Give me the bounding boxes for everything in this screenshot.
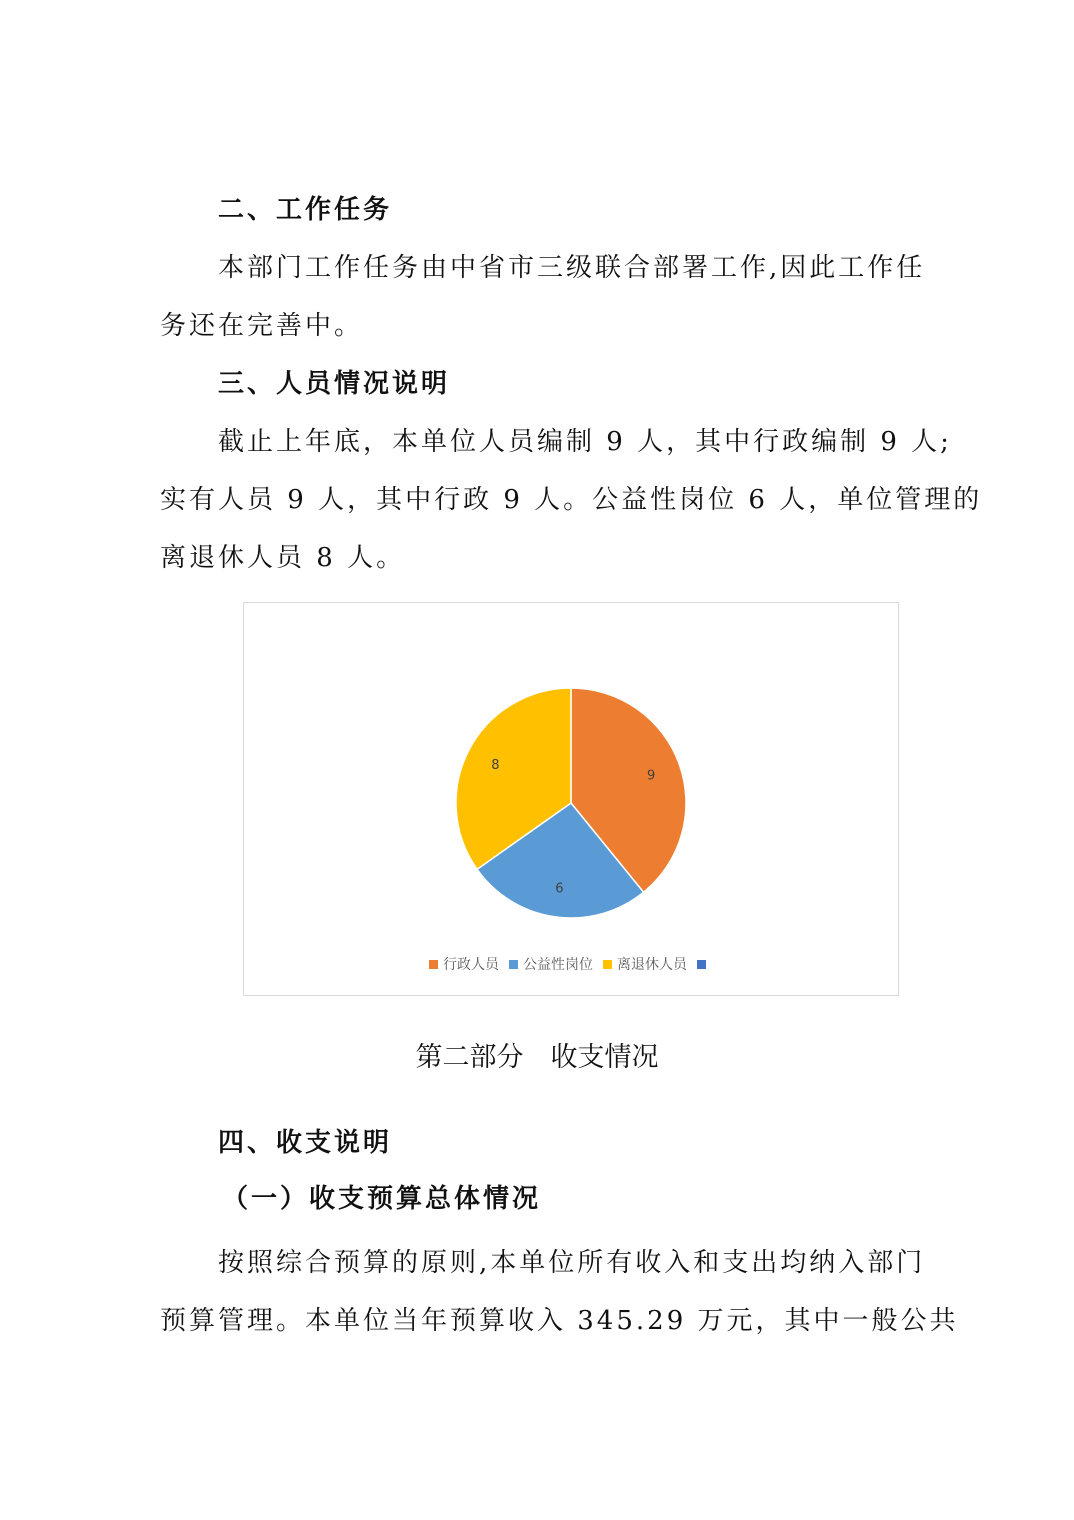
part-two-title: 第二部分 收支情况 (415, 1042, 659, 1073)
pie-data-label: 8 (491, 757, 500, 773)
pie-data-label: 6 (555, 881, 564, 897)
section-heading-work-tasks: 二、工作任务 (218, 195, 393, 225)
paragraph-line: 截止上年底，本单位人员编制 9 人，其中行政编制 9 人; (218, 427, 952, 457)
legend-swatch (697, 960, 706, 969)
paragraph-line: 预算管理。本单位当年预算收入 345.29 万元，其中一般公共 (160, 1306, 959, 1336)
paragraph-line: 实有人员 9 人，其中行政 9 人。公益性岗位 6 人，单位管理的 (160, 485, 983, 515)
legend-swatch (603, 960, 612, 969)
legend-swatch (429, 960, 438, 969)
paragraph-line: 本部门工作任务由中省市三级联合部署工作,因此工作任 (218, 253, 926, 283)
legend-label: 离退休人员 (617, 957, 687, 973)
legend-swatch (509, 960, 518, 969)
paragraph-line: 按照综合预算的原则,本单位所有收入和支出均纳入部门 (218, 1248, 926, 1278)
section-heading-income-expenditure: 四、收支说明 (218, 1128, 393, 1158)
pie-chart-svg (244, 603, 898, 995)
subheading-budget-overview: （一）收支预算总体情况 (222, 1184, 542, 1214)
legend-label: 行政人员 (443, 957, 499, 973)
section-heading-staffing: 三、人员情况说明 (218, 369, 451, 399)
paragraph-line: 务还在完善中。 (160, 311, 364, 341)
legend-label: 公益性岗位 (523, 957, 593, 973)
staffing-pie-chart (243, 602, 899, 996)
pie-data-label: 9 (647, 768, 656, 784)
paragraph-line: 离退休人员 8 人。 (160, 543, 406, 573)
